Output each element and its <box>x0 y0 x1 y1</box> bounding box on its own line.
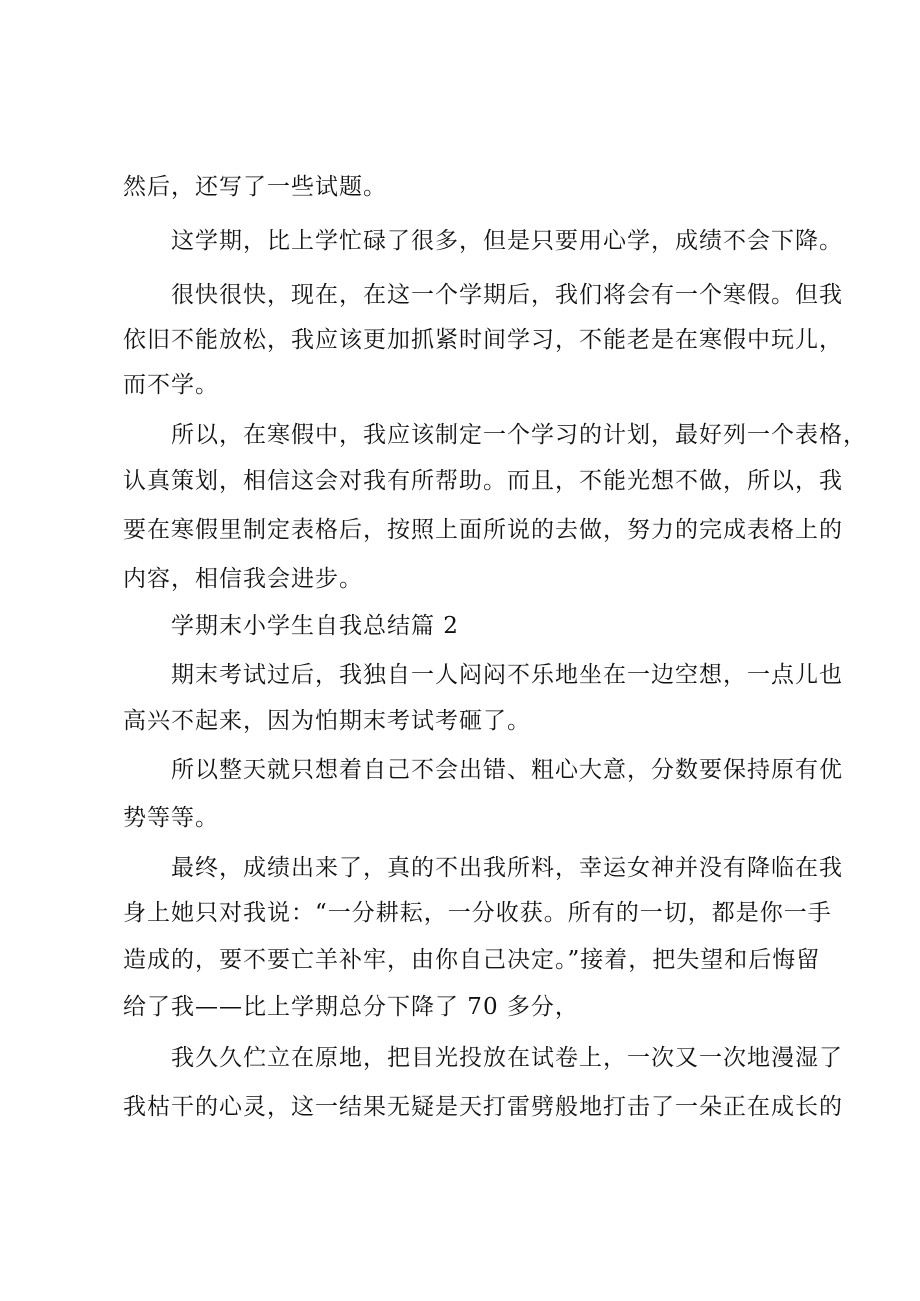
paragraph-line: 期末考试过后，我独自一人闷闷不乐地坐在一边空想，一点儿也 <box>171 662 843 688</box>
paragraph-line: 我枯干的心灵，这一结果无疑是天打雷劈般地打击了一朵正在成长的 <box>123 1094 843 1120</box>
paragraph-line: 依旧不能放松，我应该更加抓紧时间学习，不能老是在寒假中玩儿， <box>123 327 843 353</box>
paragraph-line: 造成的，要不要亡羊补牢，由你自己决定。”接着，把失望和后悔留 <box>123 947 821 973</box>
paragraph-line: 最终，成绩出来了，真的不出我所料，幸运女神并没有降临在我 <box>171 855 843 881</box>
paragraph-line: 很快很快，现在，在这一个学期后，我们将会有一个寒假。但我 <box>171 282 843 308</box>
paragraph-line: 内容，相信我会进步。 <box>123 566 363 592</box>
paragraph-line: 要在寒假里制定表格后，按照上面所说的去做，努力的完成表格上的 <box>123 517 843 543</box>
paragraph-line: 所以整天就只想着自己不会出错、粗心大意，分数要保持原有优 <box>171 757 843 783</box>
paragraph-line: 而不学。 <box>123 372 219 398</box>
paragraph-line: 身上她只对我说：“一分耕耘，一分收获。所有的一切，都是你一手 <box>123 900 832 926</box>
paragraph-line: 高兴不起来，因为怕期末考试考砸了。 <box>123 708 531 734</box>
section-heading: 学期末小学生自我总结篇 2 <box>171 613 459 639</box>
paragraph-line: 认真策划，相信这会对我有所帮助。而且，不能光想不做，所以，我 <box>123 468 843 494</box>
paragraph-line: 然后，还写了一些试题。 <box>123 174 387 200</box>
paragraph-line: 这学期，比上学忙碌了很多，但是只要用心学，成绩不会下降。 <box>171 228 843 254</box>
paragraph-line: 势等等。 <box>123 805 219 831</box>
paragraph-line: 给了我——比上学期总分下降了 70 多分， <box>123 994 579 1020</box>
paragraph-line: 我久久伫立在原地，把目光投放在试卷上，一次又一次地漫湿了 <box>171 1045 843 1071</box>
paragraph-line: 所以，在寒假中，我应该制定一个学习的计划，最好列一个表格， <box>171 422 867 448</box>
